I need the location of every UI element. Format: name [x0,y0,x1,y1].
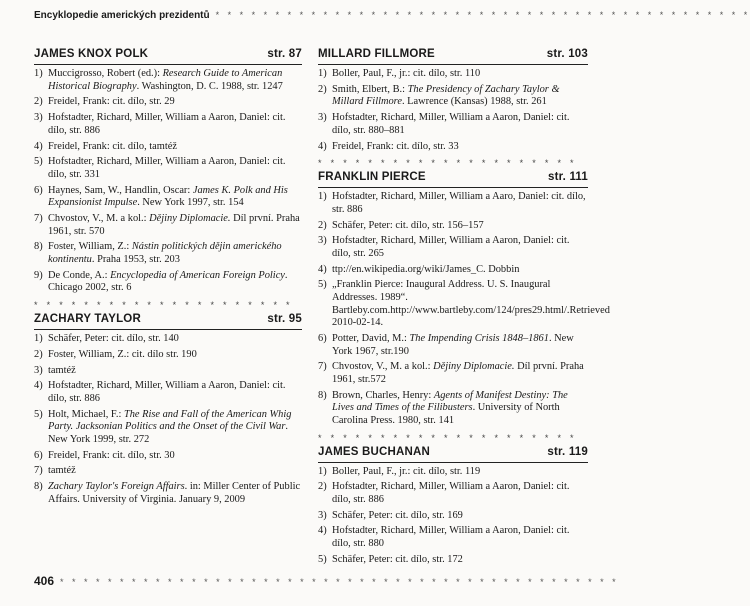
page-reference: str. 87 [267,48,302,60]
reference-text: Hofstadter, Richard, Miller, William a Aaron, Daniel: cit. dílo, str. 331 [48,156,286,180]
reference-item [34,380,302,405]
reference-text: Hofstadter, Richard, Miller, William a Aaro, Daniel: cit. dílo, str. 886 [332,191,586,215]
reference-item [34,141,302,154]
section-rule [34,329,302,330]
reference-text: Brown, Charles, Henry: [332,389,434,401]
reference-text: Chvostov, V., M. a kol.: [48,213,150,225]
president-name: MILLARD FILLMORE [318,48,435,60]
reference-text: Schäfer, Peter: cit. dílo, str. 140 [48,333,179,344]
reference-title: The Impending Crisis 1848–1861 [409,333,549,344]
left-column [34,48,302,510]
reference-number: 8) [34,481,43,493]
reference-item [34,465,302,478]
reference-item [34,96,302,109]
reference-number: 4) [318,140,327,152]
reference-item [318,264,588,277]
reference-number: 1) [34,68,43,79]
reference-item [34,481,302,506]
reference-text: Foster, William, Z.: cit. dílo str. 190 [48,348,197,360]
reference-publication: . Chicago 2002, str. 6 [48,269,288,294]
reference-number: 1) [318,191,327,203]
reference-number: 7) [34,465,43,477]
reference-item [318,510,588,523]
reference-text: Muccigrosso, Robert (ed.): [48,68,163,79]
reference-publication: Díl první. Praha 1961, str.572 [332,361,584,385]
page-reference: str. 103 [546,48,588,60]
reference-item [34,213,302,238]
section-header [34,313,302,328]
reference-text: De Conde, A.: [48,269,111,281]
section-header [34,48,302,63]
reference-number: 4) [34,140,43,152]
reference-item [34,450,302,463]
section-rule [34,64,302,65]
reference-text: Holt, Michael, F.: [48,408,124,420]
reference-item [318,525,588,550]
star-separator: * * * * * * * * * * * * * * * * * * * * * [318,158,577,169]
section-fillmore [318,48,588,153]
reference-text: ttp://en.wikipedia.org/wiki/James_C. Dobbin [332,263,520,275]
reference-item [34,365,302,378]
president-name: JAMES BUCHANAN [318,445,431,458]
reference-publication: . Lawrence (Kansas) 1988, str. 261 [401,96,547,108]
reference-item [34,333,302,346]
section-taylor [34,313,302,506]
reference-title: Nástin politických dějin amerického kontinentu [48,241,282,266]
reference-number: 4) [318,525,327,537]
reference-text: tamtéž [48,364,76,376]
reference-text: „Franklin Pierce: Inaugural Address. U. S. Inaugural Addresses. 1989“. Bartleby.com.http://www.bartleby.com/124/pres29.html/.Retrieved 2010-02-14. [332,279,610,329]
reference-text: Chvostov, V., M. a kol.: [332,361,434,373]
reference-number: 2) [34,348,43,360]
reference-number: 2) [34,96,43,108]
reference-item [318,279,610,329]
reference-item [318,68,588,81]
reference-title: Zachary Taylor's Foreign Affairs [48,481,185,493]
reference-publication: . New York 1999, str. 272 [48,421,289,445]
reference-number: 5) [34,408,43,420]
reference-number: 3) [34,364,43,376]
reference-item [34,270,302,295]
reference-item [318,235,588,260]
reference-item [318,112,588,137]
reference-number: 6) [34,449,43,461]
reference-title: The Presidency of Zachary Taylor & Millard Fillmore [332,83,560,108]
reference-text: Foster, William, Z.: [48,241,132,253]
reference-publication: . Praha 1953, str. 203 [91,254,180,266]
reference-item [318,390,588,428]
reference-text: Haynes, Sam, W., Handlin, Oscar: [48,184,193,196]
section-header [318,48,588,63]
section-rule [318,187,588,188]
reference-text: Hofstadter, Richard, Miller, William a Aaron, Daniel: cit. dílo, str. 886 [48,380,286,404]
reference-text: Hofstadter, Richard, Miller, William a Aaron, Daniel: cit. dílo, str. 886 [48,112,286,136]
page-reference: str. 111 [548,171,588,184]
reference-list [34,68,302,295]
reference-item [34,185,302,210]
star-separator: * * * * * * * * * * * * * * * * * * * * * [34,300,293,310]
reference-title: Dějiny Diplomacie. [149,213,231,225]
reference-item [318,361,588,386]
reference-text: Schäfer, Peter: cit. dílo, str. 172 [332,553,463,565]
reference-number: 3) [318,509,327,521]
reference-item [318,84,588,109]
reference-text: Freidel, Frank: cit. dílo, str. 33 [332,140,459,152]
reference-text: Boller, Paul, F., jr.: cit. dílo, str. 110 [332,68,481,79]
page-reference: str. 95 [267,313,302,325]
reference-item [318,554,588,567]
section-buchanan [318,446,588,567]
reference-text: Potter, David, M.: [332,333,410,344]
reference-number: 3) [34,112,43,124]
reference-number: 1) [34,333,43,344]
president-name: FRANKLIN PIERCE [318,171,426,184]
reference-number: 6) [34,184,43,196]
reference-number: 7) [318,361,327,373]
reference-number: 9) [34,269,43,281]
reference-number: 2) [318,219,327,231]
section-rule [318,462,588,463]
president-name: JAMES KNOX POLK [34,48,149,60]
reference-publication: . New York 1967, str.190 [332,333,574,357]
reference-number: 8) [34,241,43,253]
reference-text: Schäfer, Peter: cit. dílo, str. 169 [332,509,463,521]
reference-text: Boller, Paul, F., jr.: cit. dílo, str. 119 [332,465,481,477]
reference-title: The Rise and Fall of the American Whig Party. Jacksonian Politics and the Onset of the Civil War [48,408,292,433]
reference-title: Research Guide to American Historical Biography [48,68,283,92]
reference-number: 5) [318,279,327,291]
reference-number: 2) [318,481,327,493]
reference-number: 5) [34,156,43,168]
section-header [318,446,588,461]
section-header [318,171,588,186]
reference-number: 2) [318,83,327,95]
reference-text: Freidel, Frank: cit. dílo, str. 30 [48,449,175,461]
reference-publication: . Washington, D. C. 1988, str. 1247 [136,80,283,92]
reference-number: 5) [318,553,327,565]
star-separator: * * * * * * * * * * * * * * * * * * * * * [318,432,577,443]
reference-item [34,241,302,266]
reference-number: 1) [318,465,327,477]
reference-list [34,333,302,506]
reference-number: 1) [318,68,327,79]
reference-list [318,191,610,427]
running-head [34,10,750,24]
reference-item [34,349,302,362]
reference-text: Hofstadter, Richard, Miller, William a Aaron, Daniel: cit. dílo, str. 880 [332,525,570,550]
reference-item [318,466,588,479]
reference-item [318,333,588,358]
right-column [318,48,610,570]
section-rule [318,64,588,65]
reference-item [34,112,302,137]
header-star-rule: * * * * * * * * * * * * * * * * * * * * * * * * * * * * * * * * * * * * * * * * * * * * * [215,10,750,20]
reference-number: 7) [34,213,43,225]
reference-title: Dějiny Diplomacie. [433,361,515,373]
reference-title: Agents of Manifest Destiny: The Lives and Times of the Filibusters [332,389,568,414]
reference-text: tamtéž [48,465,76,477]
reference-item [318,191,588,216]
book-title: Encyklopedie amerických prezidentů [34,10,210,21]
reference-text: Smith, Elbert, B.: [332,83,408,95]
reference-text: Freidel, Frank: cit. dílo, tamtéž [48,140,177,152]
reference-item [318,220,588,233]
reference-item [318,481,588,506]
section-pierce [318,171,610,427]
reference-number: 8) [318,389,327,401]
president-name: ZACHARY TAYLOR [34,313,141,325]
reference-number: 3) [318,112,327,124]
reference-title: James K. Polk and His Expansionist Impulse [48,184,288,209]
reference-list [318,68,588,153]
section-polk [34,48,302,295]
reference-item [34,156,302,181]
reference-publication: . University of North Carolina Press. 1980, str. 141 [332,402,560,426]
reference-item [34,409,302,447]
reference-publication: Díl první. Praha 1961, str. 570 [48,213,300,237]
reference-number: 4) [34,380,43,392]
reference-number: 6) [318,333,327,344]
footer-star-rule: * * * * * * * * * * * * * * * * * * * * * * * * * * * * * * * * * * * * * * * * * * * * * * * [60,577,619,587]
reference-text: Schäfer, Peter: cit. dílo, str. 156–157 [332,219,484,231]
reference-text: Hofstadter, Richard, Miller, William a Aaron, Daniel: cit. dílo, str. 886 [332,481,570,505]
reference-title: Encyclopedia of American Foreign Policy [110,269,285,281]
reference-text: Hofstadter, Richard, Miller, William a Aaron, Daniel: cit. dílo, str. 265 [332,235,570,259]
reference-publication: . in: Miller Center of Public Affairs. University of Virginia. January 9, 2009 [48,481,301,505]
reference-list [318,466,588,567]
reference-text: Hofstadter, Richard, Miller, William a Aaron, Daniel: cit. dílo, str. 880–881 [332,112,570,136]
page-footer [34,572,619,588]
reference-number: 4) [318,263,327,275]
reference-number: 3) [318,235,327,247]
reference-text: Freidel, Frank: cit. dílo, str. 29 [48,96,175,108]
reference-item [34,68,302,93]
page-number: 406 [34,574,55,588]
page-reference: str. 119 [547,445,588,458]
reference-publication: . New York 1997, str. 154 [137,197,244,209]
reference-item [318,141,588,154]
